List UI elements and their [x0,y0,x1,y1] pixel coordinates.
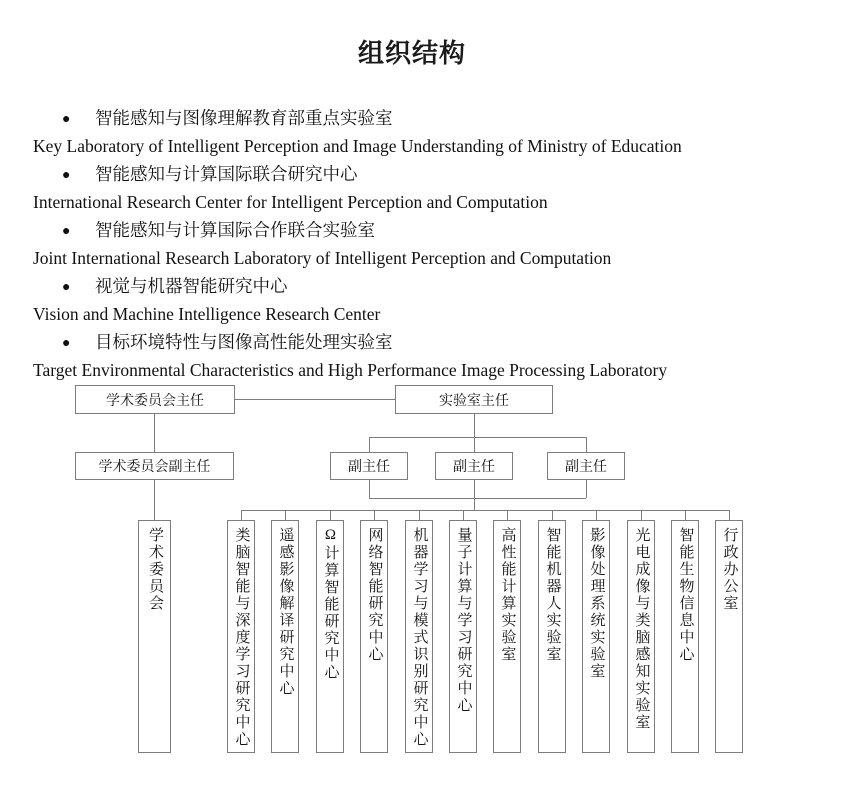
bullet-icon: ● [62,224,71,239]
lab-item-en: International Research Center for Intelligent Perception and Computation [33,192,548,212]
org-box-label: 学术委员会 [147,527,163,612]
connector-line [330,510,331,520]
org-box-label: 类脑智能与深度学习研究中心 [233,527,250,748]
bullet-icon: ● [62,336,71,351]
connector-line [241,510,242,520]
connector-line [474,498,475,510]
bullet-icon: ● [62,168,71,183]
org-box-department-11 [671,520,699,753]
connector-line [507,510,508,520]
org-box-department-3 [316,520,344,753]
connector-line [474,414,475,437]
page-title: 组织结构 [357,38,466,68]
connector-line [474,480,475,498]
connector-line [235,399,395,400]
lab-name-zh: 智能感知与计算国际合作联合实验室 [95,220,375,240]
bullet-icon: ● [62,112,71,127]
connector-line [369,480,370,498]
connector-line [154,480,155,520]
org-box-lab-director: 实验室主任 [395,385,553,414]
connector-line [241,510,730,511]
org-box-label: 遥感影像解译研究中心 [277,527,294,697]
lab-item-cn [33,274,833,300]
org-box-academic-committee-deputy-director: 学术委员会副主任 [75,452,234,480]
connector-line [154,414,155,452]
connector-line [552,510,553,520]
connector-line [369,437,586,438]
org-box-department-9 [582,520,610,753]
connector-line [596,510,597,520]
org-box-deputy-director-3: 副主任 [547,452,625,480]
connector-line [729,510,730,520]
org-box-label: 影像处理系统实验室 [588,527,605,680]
org-box-department-1 [227,520,255,753]
bullet-icon: ● [62,280,71,295]
connector-line [474,437,475,452]
lab-item-en: Target Environmental Characteristics and High Performance Image Processing Laboratory [33,360,668,380]
org-box-label: 智能机器人实验室 [544,527,561,663]
connector-line [685,510,686,520]
lab-name-zh: 智能感知与图像理解教育部重点实验室 [95,108,393,128]
connector-line [285,510,286,520]
org-box-department-5 [405,520,433,753]
lab-item-cn [33,162,833,188]
org-box-label: 智能生物信息中心 [677,527,694,663]
org-box-department-7 [493,520,521,753]
org-box-label: 机器学习与模式识别研究中心 [411,527,428,748]
org-box-department-2 [271,520,299,753]
org-box-deputy-director-2: 副主任 [435,452,513,480]
org-box-label: 行政办公室 [721,527,738,612]
lab-item-cn [33,330,833,356]
org-box-label: 量子计算与学习研究中心 [455,527,472,714]
connector-line [419,510,420,520]
lab-item-cn [33,106,833,132]
org-box-label: 光电成像与类脑感知实验室 [633,527,650,731]
org-box-department-6 [449,520,477,753]
org-box-deputy-director-1: 副主任 [330,452,408,480]
lab-item-en: Vision and Machine Intelligence Research Center [33,304,381,324]
lab-name-zh: 视觉与机器智能研究中心 [95,276,288,296]
connector-line [586,480,587,498]
org-box-department-4 [360,520,388,753]
connector-line [641,510,642,520]
connector-line [374,510,375,520]
connector-line [369,437,370,452]
org-box-academic-committee-director: 学术委员会主任 [75,385,235,414]
org-box-department-8 [538,520,566,753]
org-box-academic-committee [138,520,171,753]
org-box-label: 网络智能研究中心 [366,527,383,663]
lab-item-en: Key Laboratory of Intelligent Perception and Image Understanding of Ministry of Education [33,136,682,156]
lab-item-cn [33,218,833,244]
lab-item-en: Joint International Research Laboratory of Intelligent Perception and Computation [33,248,612,268]
org-box-label: 高性能计算实验室 [499,527,516,663]
lab-name-zh: 智能感知与计算国际联合研究中心 [95,164,358,184]
connector-line [586,437,587,452]
connector-line [463,510,464,520]
org-box-department-12 [715,520,743,753]
org-box-label: Ω计算智能研究中心 [322,527,339,681]
connector-line [369,498,586,499]
lab-name-zh: 目标环境特性与图像高性能处理实验室 [95,332,393,352]
org-box-department-10 [627,520,655,753]
